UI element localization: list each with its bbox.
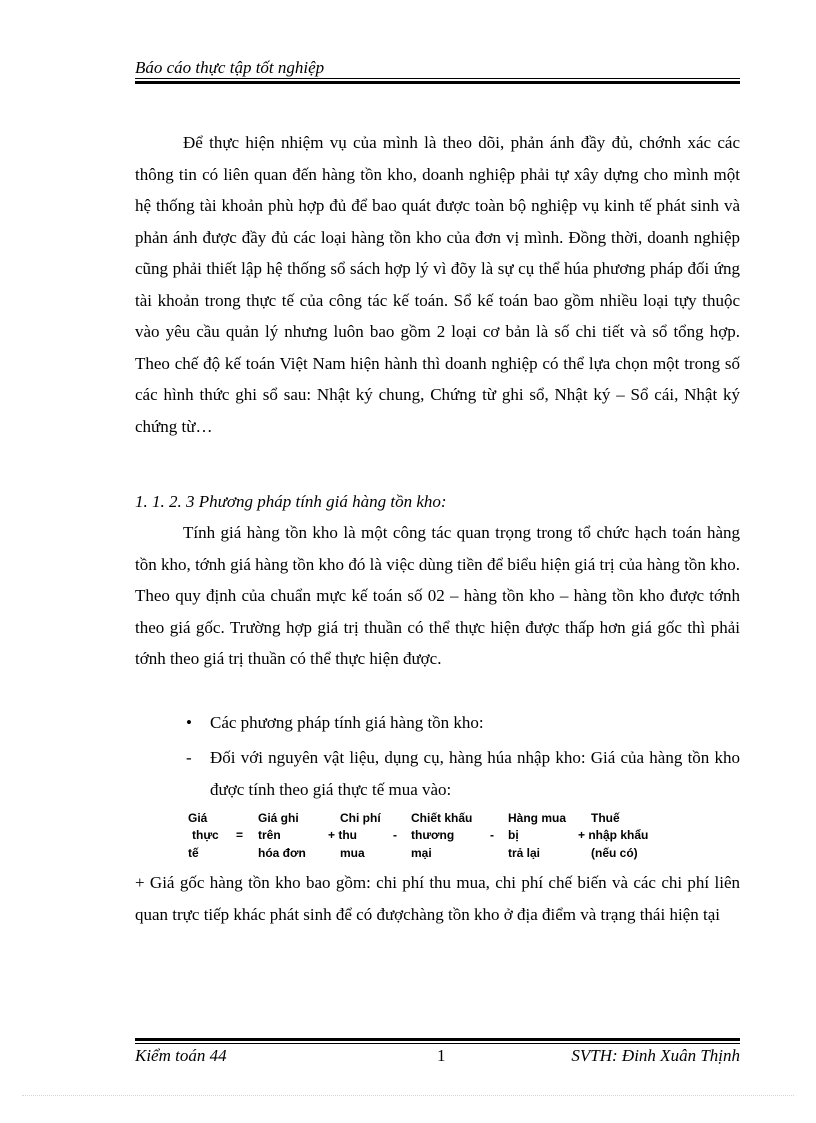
dash-item: Đối với nguyên vật liệu, dụng cụ, hàng húa nhập kho: Giá của hàng tồn kho được tính theo giá thực tế mua vào: bbox=[210, 748, 740, 799]
formula-term: mua bbox=[340, 846, 365, 860]
formula-term: mại bbox=[411, 846, 432, 860]
formula-term: Hàng mua bbox=[508, 811, 567, 825]
formula-term: Giá bbox=[188, 811, 208, 825]
formula-term: Giá ghi bbox=[258, 811, 299, 825]
header-rule-thick bbox=[135, 81, 740, 84]
formula-term: + thu bbox=[328, 828, 357, 842]
dash-marker: - bbox=[186, 748, 192, 767]
formula-term: Chiết khấu bbox=[411, 811, 473, 825]
body-paragraph-2: Tính giá hàng tồn kho là một công tác quan trọng trong tổ chức hạch toán hàng tồn kho, tớnh giá hàng tồn kho đó là việc dùng tiền để biểu hiện giá trị của hàng tồn kho. Theo quy định của chuẩn mực kế toán số 02 – hàng tồn kho – hàng tồn kho được tớnh theo giá gốc. Trường hợp giá trị thuần có thể thực hiện được thấp hơn giá gốc thì phải tớnh theo giá trị thuần có thể thực hiện được. bbox=[135, 523, 740, 668]
bullet-item: Các phương pháp tính giá hàng tồn kho: bbox=[210, 713, 484, 732]
formula-term: Thuế bbox=[591, 811, 620, 825]
body-paragraph-3: + Giá gốc hàng tồn kho bao gồm: chi phí thu mua, chi phí chế biến và các chi phí liên quan trực tiếp khác phát sinh để có đượchàng tồn kho ở địa điểm và trạng thái hiện tại bbox=[135, 873, 740, 924]
header-rule-thin bbox=[135, 78, 740, 79]
formula-term: trên bbox=[258, 828, 281, 842]
formula-term: trả lại bbox=[508, 846, 541, 860]
section-heading: 1. 1. 2. 3 Phương pháp tính giá hàng tồn kho: bbox=[135, 492, 447, 511]
page-bottom-divider bbox=[22, 1095, 794, 1096]
footer-left: Kiểm toán 44 bbox=[135, 1046, 227, 1065]
formula-term: hóa đơn bbox=[258, 846, 306, 860]
formula-term: thực bbox=[192, 828, 219, 842]
running-header: Báo cáo thực tập tốt nghiệp bbox=[135, 58, 325, 77]
formula-operator: = bbox=[236, 828, 244, 842]
formula-term: tế bbox=[188, 846, 199, 860]
formula-term: (nếu có) bbox=[591, 846, 638, 860]
footer-rule-thin bbox=[135, 1043, 740, 1044]
page-number: 1 bbox=[437, 1046, 446, 1065]
formula-term: bị bbox=[508, 828, 519, 842]
footer-right: SVTH: Đinh Xuân Thịnh bbox=[571, 1046, 740, 1065]
formula-term: + nhập khẩu bbox=[578, 828, 649, 842]
formula-operator: - bbox=[490, 828, 494, 842]
formula-operator: - bbox=[393, 828, 397, 842]
formula-term: Chi phí bbox=[340, 811, 381, 825]
body-paragraph-1: Để thực hiện nhiệm vụ của mình là theo dõi, phản ánh đầy đủ, chớnh xác các thông tin có liên quan đến hàng tồn kho, doanh nghiệp phải tự xây dựng cho mình một hệ thống tài khoản phù hợp đủ để bao quát được toàn bộ nghiệp vụ kinh tế phát sinh và phản ánh được đầy đủ các loại hàng tồn kho của đơn vị mình. Đồng thời, doanh nghiệp cũng phải thiết lập hệ thống sổ sách hợp lý vì đõy là sự cụ thể húa phương pháp đối ứng tài khoản trong thực tế của công tác kế toán. Sổ kế toán bao gồm nhiều loại tựy thuộc vào yêu cầu quản lý nhưng luôn bao gồm 2 loại cơ bản là số chi tiết và sổ tổng hợp. Theo chế độ kế toán Việt Nam hiện hành thì doanh nghiệp có thể lựa chọn một trong số các hình thức ghi sổ sau: Nhật ký chung, Chứng từ ghi sổ, Nhật ký – Sổ cái, Nhật ký chứng từ… bbox=[135, 133, 740, 436]
formula-term: thương bbox=[411, 828, 455, 842]
price-formula bbox=[188, 810, 668, 864]
footer-rule-thick bbox=[135, 1038, 740, 1041]
bullet-marker: • bbox=[186, 713, 192, 732]
